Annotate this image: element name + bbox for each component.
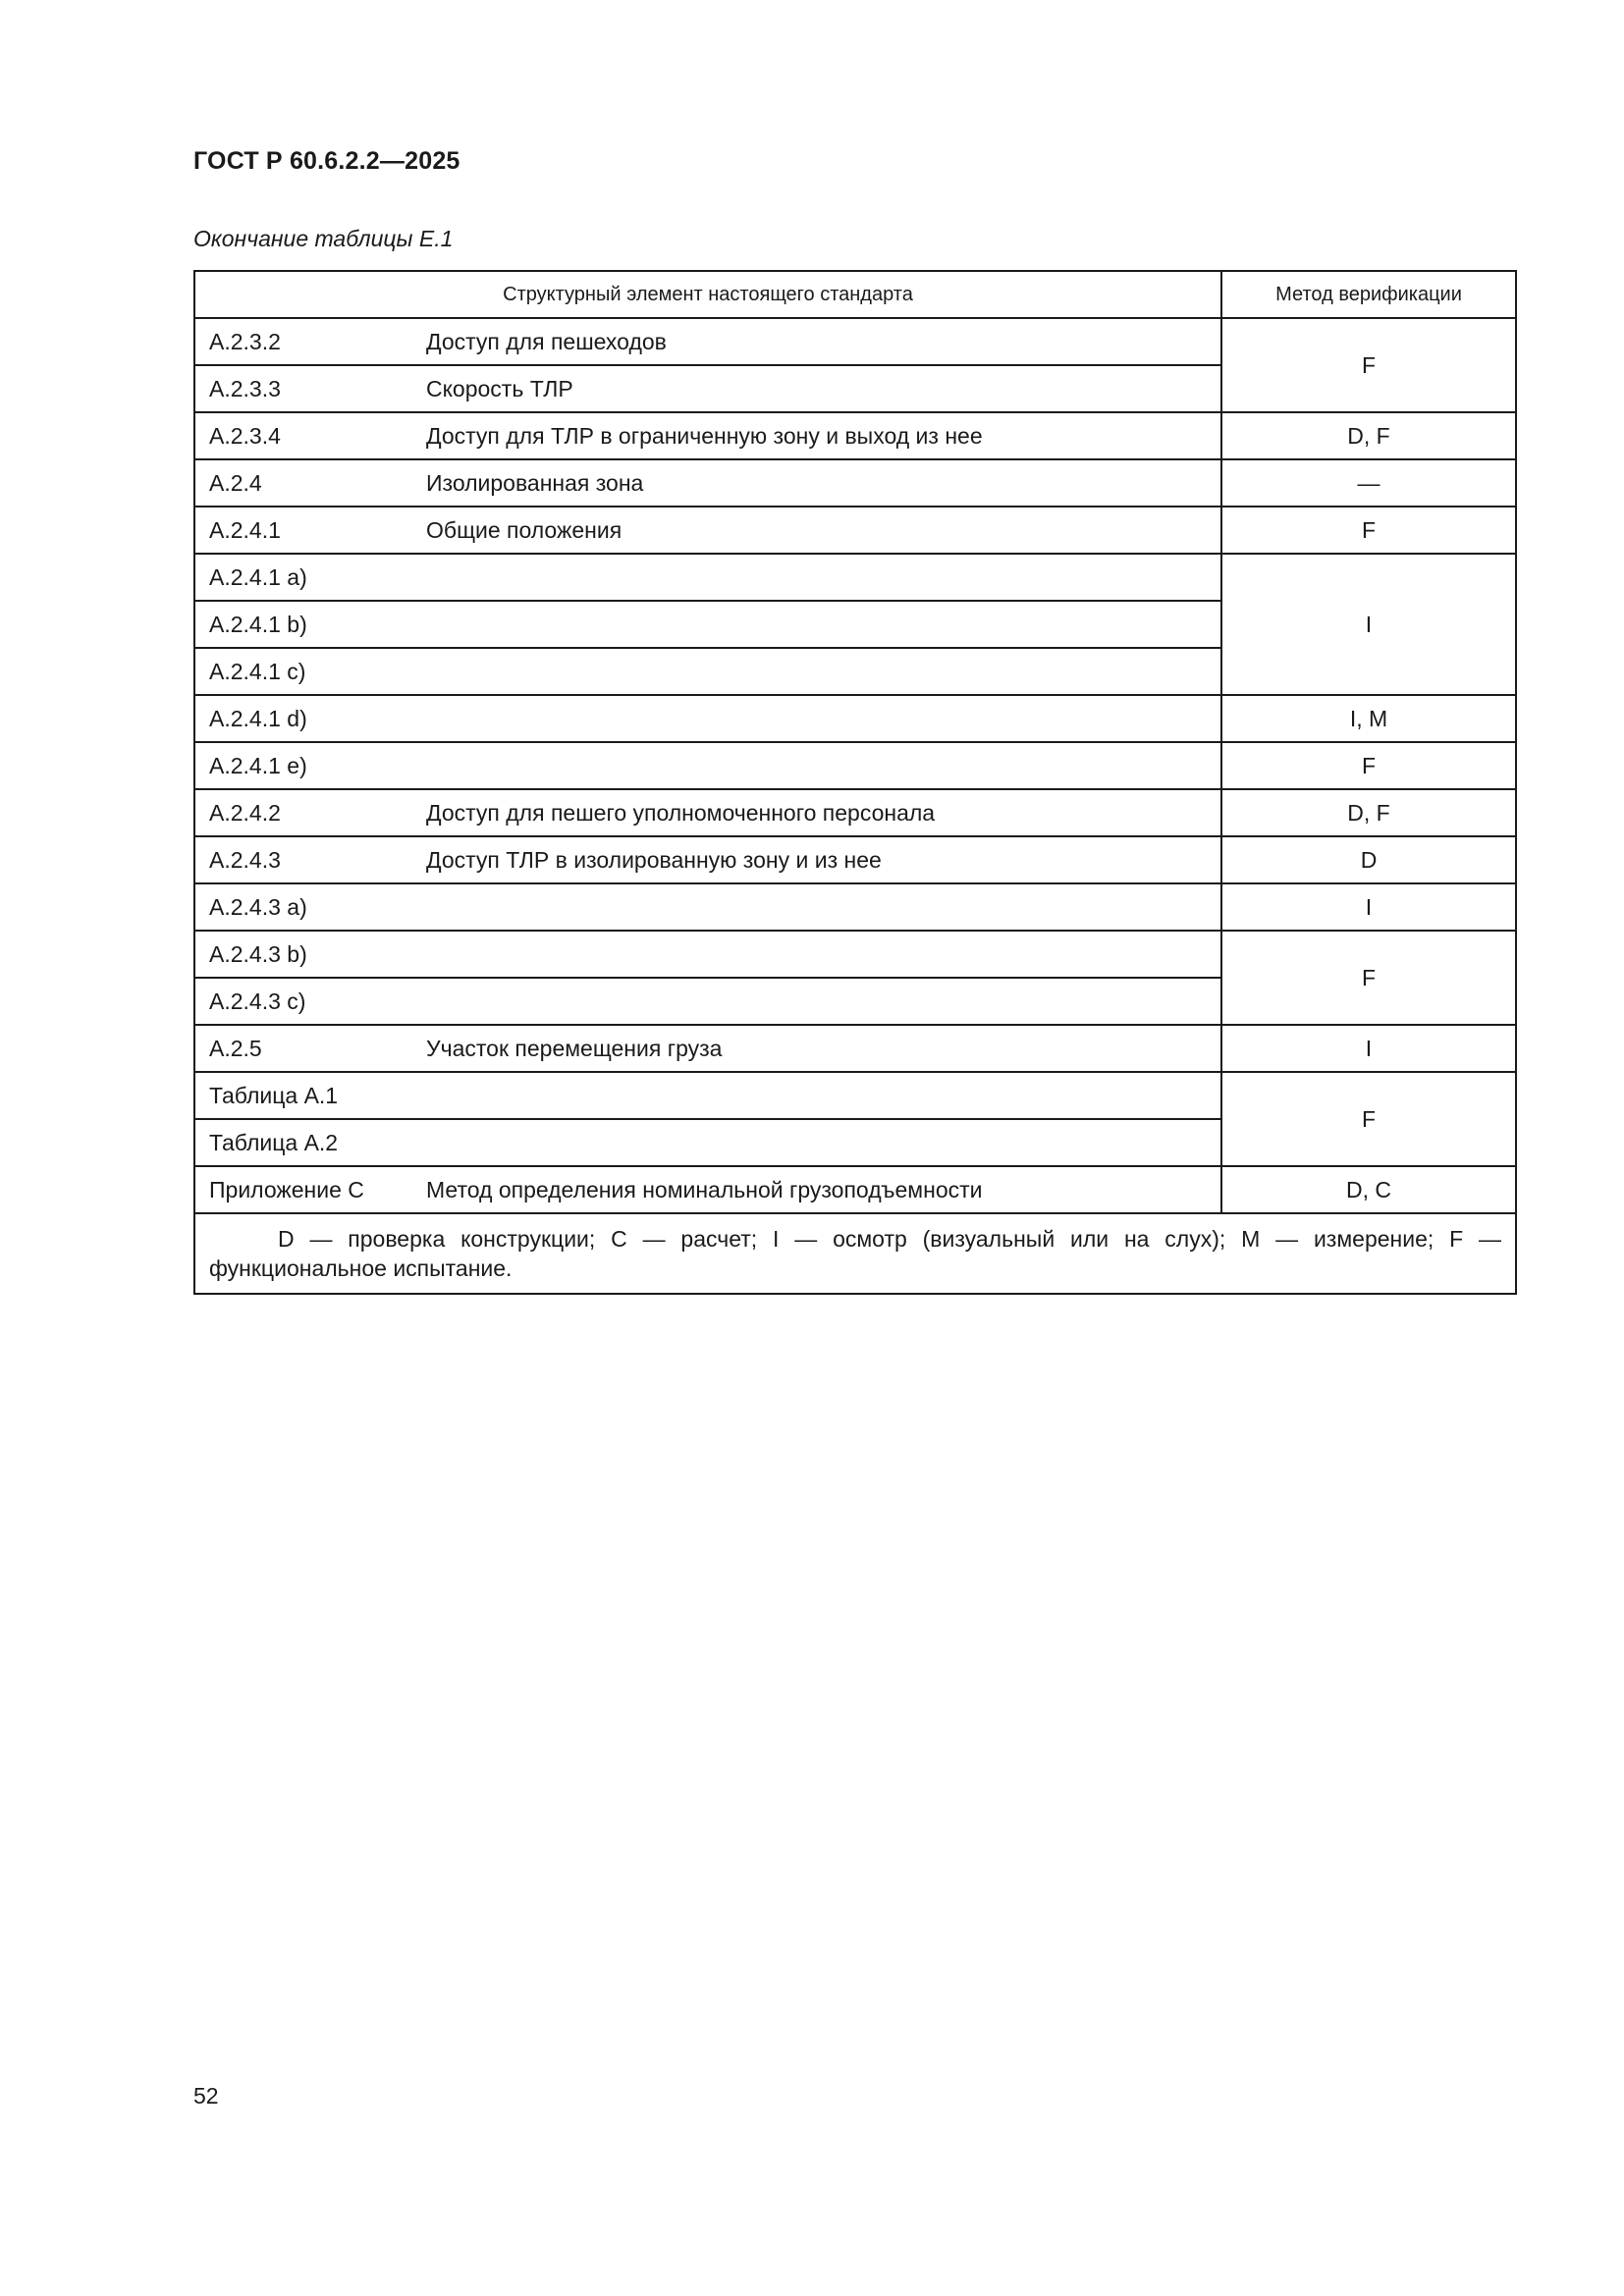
table-row <box>194 318 1516 365</box>
row-code: A.2.4.1 a) <box>194 554 426 601</box>
row-title <box>426 742 1221 789</box>
row-method: D, F <box>1221 412 1516 459</box>
row-title <box>426 1072 1221 1119</box>
row-code: A.2.4.3 a) <box>194 883 426 931</box>
row-method: I <box>1221 883 1516 931</box>
row-method: D, F <box>1221 789 1516 836</box>
row-method: D <box>1221 836 1516 883</box>
row-code: A.2.3.2 <box>194 318 426 365</box>
row-code: A.2.3.4 <box>194 412 426 459</box>
row-method: F <box>1221 318 1516 412</box>
row-code: Приложение C <box>194 1166 426 1213</box>
row-code: A.2.3.3 <box>194 365 426 412</box>
row-title: Изолированная зона <box>426 459 1221 507</box>
table-row <box>194 742 1516 789</box>
row-title <box>426 978 1221 1025</box>
row-code: A.2.4.1 <box>194 507 426 554</box>
row-title: Доступ ТЛР в изолированную зону и из нее <box>426 836 1221 883</box>
table-row <box>194 1025 1516 1072</box>
row-code: A.2.4.1 b) <box>194 601 426 648</box>
column-header-method: Метод верификации <box>1221 271 1516 318</box>
row-code: Таблица A.1 <box>194 1072 426 1119</box>
page-number: 52 <box>193 2083 219 2109</box>
table-legend: D — проверка конструкции; C — расчет; I — осмотр (визуальный или на слух); M — измерение; F — функциональное испытание. <box>194 1213 1516 1294</box>
row-method: F <box>1221 1072 1516 1166</box>
row-title: Доступ для пешего уполномоченного персонала <box>426 789 1221 836</box>
row-code: A.2.4.1 c) <box>194 648 426 695</box>
table-row <box>194 507 1516 554</box>
table-row <box>194 459 1516 507</box>
row-title: Доступ для ТЛР в ограниченную зону и выход из нее <box>426 412 1221 459</box>
row-title: Метод определения номинальной грузоподъемности <box>426 1166 1221 1213</box>
row-method: F <box>1221 931 1516 1025</box>
table-row <box>194 836 1516 883</box>
row-title: Скорость ТЛР <box>426 365 1221 412</box>
row-code: Таблица A.2 <box>194 1119 426 1166</box>
row-title <box>426 648 1221 695</box>
row-code: A.2.4.1 d) <box>194 695 426 742</box>
row-title <box>426 554 1221 601</box>
row-title <box>426 931 1221 978</box>
row-code: A.2.4.3 b) <box>194 931 426 978</box>
row-code: A.2.4 <box>194 459 426 507</box>
table-caption: Окончание таблицы Е.1 <box>193 226 454 251</box>
row-code: A.2.4.3 <box>194 836 426 883</box>
verification-table <box>193 270 1517 1295</box>
row-title <box>426 1119 1221 1166</box>
table-row <box>194 789 1516 836</box>
row-method: F <box>1221 507 1516 554</box>
row-code: A.2.4.2 <box>194 789 426 836</box>
table-row <box>194 554 1516 601</box>
row-title: Общие положения <box>426 507 1221 554</box>
row-method: — <box>1221 459 1516 507</box>
document-header: ГОСТ Р 60.6.2.2—2025 <box>193 147 460 175</box>
table-row <box>194 412 1516 459</box>
table-header-row <box>194 271 1516 318</box>
row-code: A.2.4.3 c) <box>194 978 426 1025</box>
table-row <box>194 931 1516 978</box>
row-method: I <box>1221 1025 1516 1072</box>
column-header-element: Структурный элемент настоящего стандарта <box>194 271 1221 318</box>
legend-row <box>194 1213 1516 1294</box>
table-row <box>194 695 1516 742</box>
row-code: A.2.5 <box>194 1025 426 1072</box>
row-title <box>426 695 1221 742</box>
row-method: F <box>1221 742 1516 789</box>
table-row <box>194 883 1516 931</box>
table-row <box>194 1166 1516 1213</box>
row-method: I <box>1221 554 1516 695</box>
row-method: I, M <box>1221 695 1516 742</box>
row-title <box>426 883 1221 931</box>
row-method: D, C <box>1221 1166 1516 1213</box>
table-row <box>194 1072 1516 1119</box>
row-title: Доступ для пешеходов <box>426 318 1221 365</box>
row-title <box>426 601 1221 648</box>
row-title: Участок перемещения груза <box>426 1025 1221 1072</box>
row-code: A.2.4.1 e) <box>194 742 426 789</box>
